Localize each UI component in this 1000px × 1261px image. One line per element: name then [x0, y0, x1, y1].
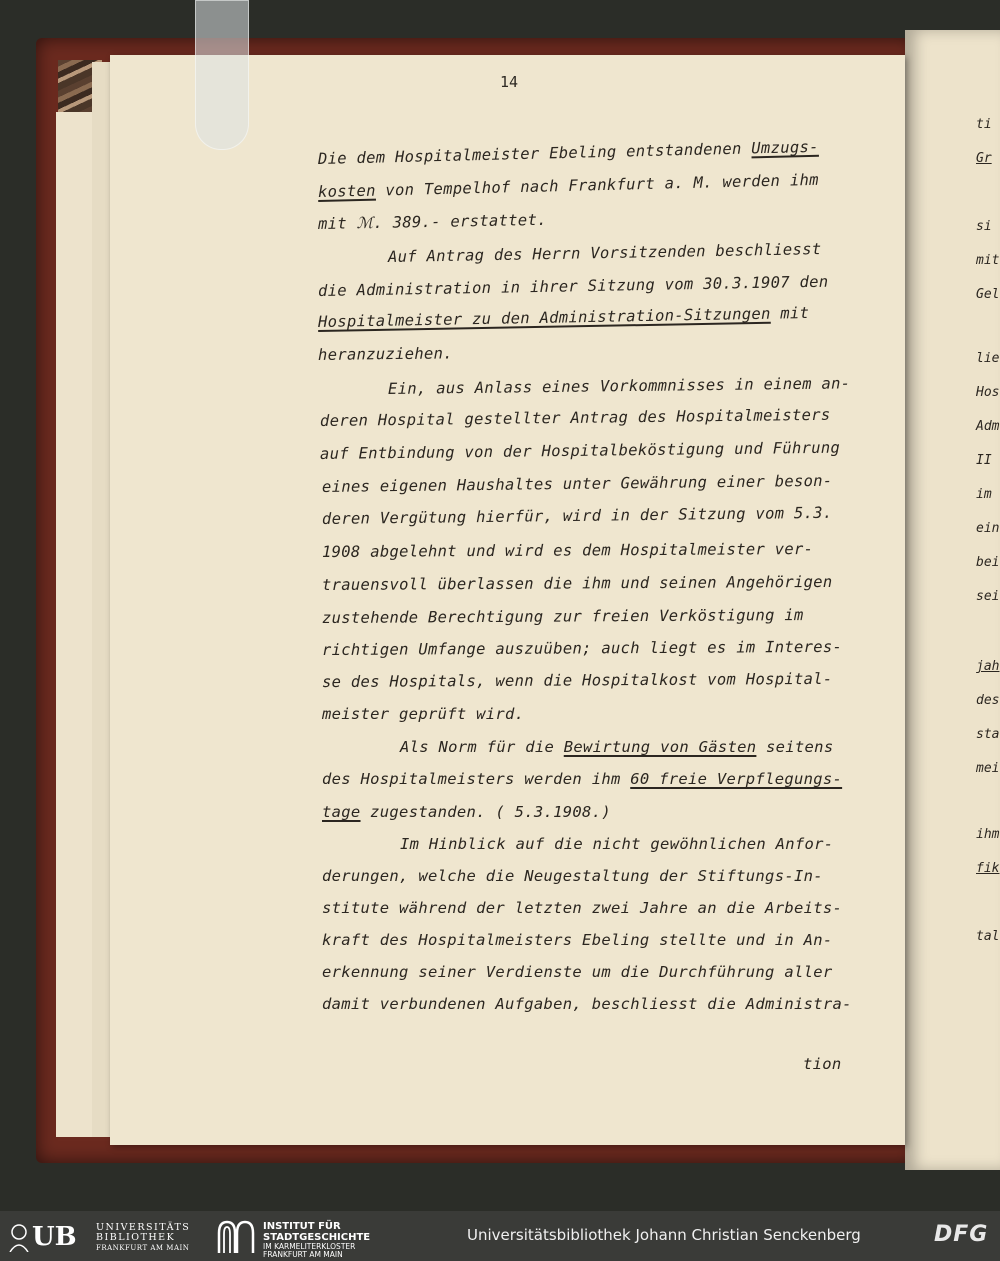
text-segment: Als Norm für die: [400, 738, 564, 756]
facing-page-fragment: des: [976, 693, 1000, 708]
facing-page-fragment: jah: [976, 659, 1000, 674]
page-stack-back: [56, 112, 96, 1137]
underlined-phrase: 60 freie Verpflegungs-: [630, 770, 843, 788]
facing-page-fragment: Adm: [976, 419, 1000, 434]
text-line: [322, 540, 813, 561]
isg-line: INSTITUT FÜR: [263, 1221, 341, 1232]
text-line: [322, 770, 842, 788]
text-segment: heranzuziehen.: [317, 344, 453, 364]
facing-page-fragment: Gr: [976, 151, 992, 166]
ub-mark: UB: [32, 1222, 77, 1252]
facing-page-fragment: Gel: [976, 287, 1000, 302]
ub-text: [96, 1223, 190, 1253]
text-segment: die Administration in ihrer Sitzung vom 30.3.1907 den: [317, 272, 829, 300]
text-segment: Im Hinblick auf die nicht gewöhnlichen Anfor-: [400, 835, 834, 853]
text-segment: damit verbundenen Aufgaben, beschliesst die Administra-: [322, 995, 852, 1013]
text-segment: trauensvoll überlassen die ihm und seinen Angehörigen: [321, 572, 833, 594]
text-line: [322, 606, 804, 627]
text-segment: erkennung seiner Verdienste um die Durchführung aller: [322, 963, 833, 981]
facing-page-fragment: Hos: [976, 385, 1000, 400]
facing-page-fragment: ti: [976, 117, 992, 132]
isg-logo[interactable]: [215, 1219, 405, 1259]
facing-page-fragment: tal: [976, 929, 1000, 944]
text-segment: Die dem Hospitalmeister Ebeling entstandenen: [317, 139, 752, 168]
text-line: [322, 573, 833, 594]
facing-page-fragment: lie: [976, 351, 1000, 366]
text-segment: seitens: [756, 738, 834, 756]
arch-icon: [215, 1219, 255, 1253]
facing-page-fragment: sei: [976, 589, 1000, 604]
text-line: [318, 344, 453, 364]
page-clip: [195, 0, 249, 150]
page-number: 14: [500, 73, 519, 91]
facing-page-fragment: ein: [976, 521, 1000, 536]
text-line: [322, 931, 832, 949]
text-segment: Auf Antrag des Herrn Vorsitzenden beschliesst: [387, 240, 822, 266]
underlined-phrase: Hospitalmeister zu den Administration-Sitzungen: [317, 304, 771, 331]
isg-line: IM KARMELITERKLOSTER: [263, 1242, 356, 1251]
facing-page-fragment: II: [976, 453, 992, 468]
facing-page-fragment: fik: [976, 861, 1000, 876]
text-segment: 1908 abgelehnt und wird es dem Hospitalmeister ver-: [321, 539, 814, 561]
text-segment: eines eigenen Haushaltes unter Gewährung einer beson-: [321, 471, 833, 496]
text-line: [400, 835, 833, 853]
text-segment: mit ℳ. 389.- erstattet.: [317, 210, 547, 233]
text-line: [322, 899, 842, 917]
text-line: [322, 705, 524, 723]
dfg-logo[interactable]: DFG: [934, 1222, 989, 1247]
text-segment: deren Vergütung hierfür, wird in der Sitzung vom 5.3.: [321, 503, 833, 528]
text-segment: Ein, aus Anlass eines Vorkommnisses in einem an-: [387, 374, 851, 398]
isg-line: STADTGESCHICHTE: [263, 1232, 371, 1243]
facing-page-fragment: im: [976, 487, 992, 502]
ub-line: FRANKFURT AM MAIN: [96, 1244, 190, 1252]
text-line: [322, 995, 852, 1013]
facing-page-fragment: si: [976, 219, 992, 234]
goethe-portrait-icon: [8, 1222, 30, 1252]
text-segment: richtigen Umfange auszuüben; auch liegt es im Interes-: [321, 637, 843, 659]
text-segment: des Hospitalmeisters werden ihm: [322, 770, 631, 788]
text-line: [322, 670, 833, 691]
library-name[interactable]: Universitätsbibliothek Johann Christian Senckenberg: [467, 1226, 861, 1244]
text-segment: kraft des Hospitalmeisters Ebeling stellte und in An-: [322, 931, 833, 949]
viewer-footer: [0, 1211, 1000, 1261]
underlined-phrase: kosten: [317, 181, 376, 201]
text-segment: deren Hospital gestellter Antrag des Hospitalmeisters: [319, 405, 831, 430]
text-line: [322, 867, 823, 885]
text-segment: zustehende Berechtigung zur freien Verköstigung im: [321, 606, 804, 627]
text-segment: meister geprüft wird.: [322, 705, 525, 723]
facing-page-fragment: sta: [976, 727, 1000, 742]
isg-line: FRANKFURT AM MAIN: [263, 1250, 343, 1259]
text-line: [400, 738, 833, 756]
underlined-phrase: Umzugs-: [751, 137, 819, 158]
facing-page-fragment: mei: [976, 761, 1000, 776]
ub-logo[interactable]: [8, 1220, 198, 1254]
text-segment: derungen, welche die Neugestaltung der Stiftungs-In-: [322, 867, 823, 885]
text-segment: von Tempelhof nach Frankfurt a. M. werden ihm: [375, 170, 819, 200]
text-line: [322, 638, 842, 659]
text-segment: se des Hospitals, wenn die Hospitalkost vom Hospital-: [321, 669, 833, 691]
text-segment: stitute während der letzten zwei Jahre an die Arbeits-: [322, 899, 843, 917]
underlined-phrase: tage: [322, 803, 361, 821]
underlined-phrase: Bewirtung von Gästen: [563, 738, 757, 756]
facing-page-fragment: bei: [976, 555, 1000, 570]
text-segment: auf Entbindung von der Hospitalbeköstigung und Führung: [319, 438, 841, 463]
isg-text: [263, 1221, 370, 1259]
catchword: tion: [803, 1055, 842, 1073]
text-line: [322, 803, 611, 821]
ub-line: BIBLIOTHEK: [96, 1232, 176, 1243]
facing-page-fragment: mit: [976, 253, 1000, 268]
text-line: [322, 963, 832, 981]
text-segment: zugestanden. ( 5.3.1908.): [360, 803, 611, 821]
text-segment: mit: [770, 303, 810, 323]
ub-line: UNIVERSITÄTS: [96, 1222, 191, 1233]
facing-page-fragment: ihm: [976, 827, 1000, 842]
